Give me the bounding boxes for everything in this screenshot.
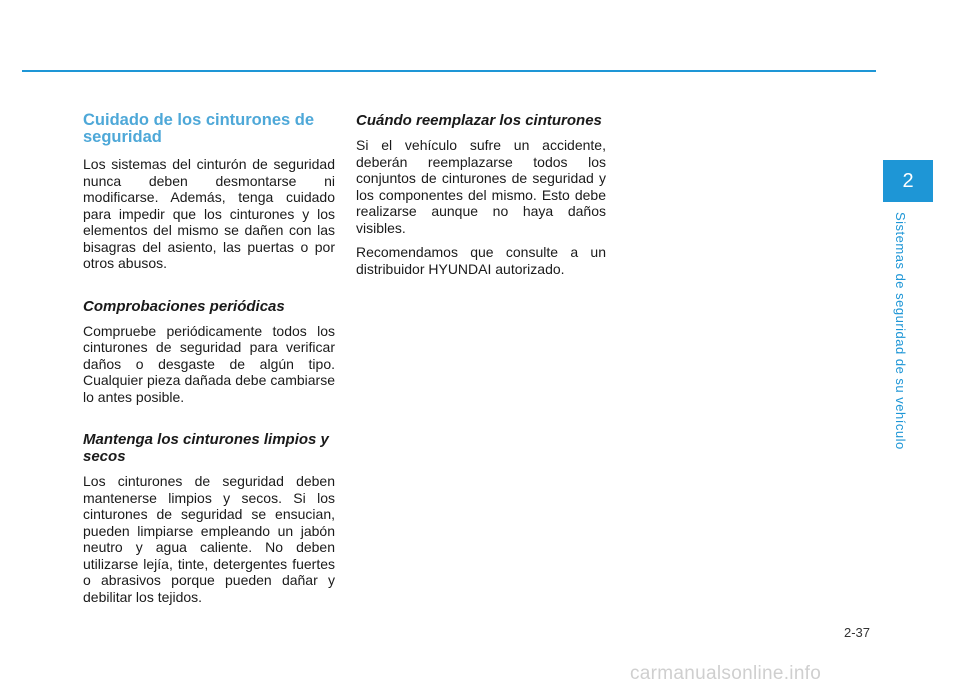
keep-clean-paragraph: Los cinturones de seguridad deben mantenerse limpios y secos. Si los cinturones de seguridad se ensucian, pueden limpiarse empleando un jabón neutro y agua caliente. No deben utilizarse lejía, tinte, detergentes fuertes o abrasivos porque pueden dañar y debilitar los tejidos. (83, 473, 335, 605)
intro-paragraph: Los sistemas del cinturón de seguridad nunca deben desmontarse ni modificarse. Además, tenga cuidado para impedir que los cinturones y los elementos del mismo se dañen con las bisagras del asiento, las puertas o por otros abusos. (83, 156, 335, 271)
subheading-when-to-replace: Cuándo reemplazar los cinturones (356, 112, 602, 129)
watermark: carmanualsonline.info (630, 663, 822, 684)
chapter-tab: 2 (883, 160, 933, 202)
subheading-keep-clean: Mantenga los cinturones limpios y secos (83, 431, 329, 465)
replace-paragraph: Si el vehículo sufre un accidente, deberán reemplazarse todos los conjuntos de cinturones de seguridad y los componentes del mismo. Esto debe realizarse aunque no haya daños visibles. (356, 137, 606, 236)
subheading-periodic-checks: Comprobaciones periódicas (83, 297, 285, 315)
section-title: Cuidado de los cinturones de seguridad (83, 111, 315, 146)
chapter-title: Sistemas de seguridad de su vehículo (893, 212, 908, 450)
right-column (356, 112, 606, 285)
left-column (83, 112, 335, 613)
page-number: 2-37 (844, 625, 871, 640)
periodic-checks-paragraph: Compruebe periódicamente todos los cinturones de seguridad para verificar daños o desgaste de algún tipo. Cualquier pieza dañada debe cambiarse lo antes posible. (83, 322, 335, 405)
recommendation-paragraph: Recomendamos que consulte a un distribuidor HYUNDAI autorizado. (356, 244, 606, 277)
top-divider (22, 70, 876, 72)
